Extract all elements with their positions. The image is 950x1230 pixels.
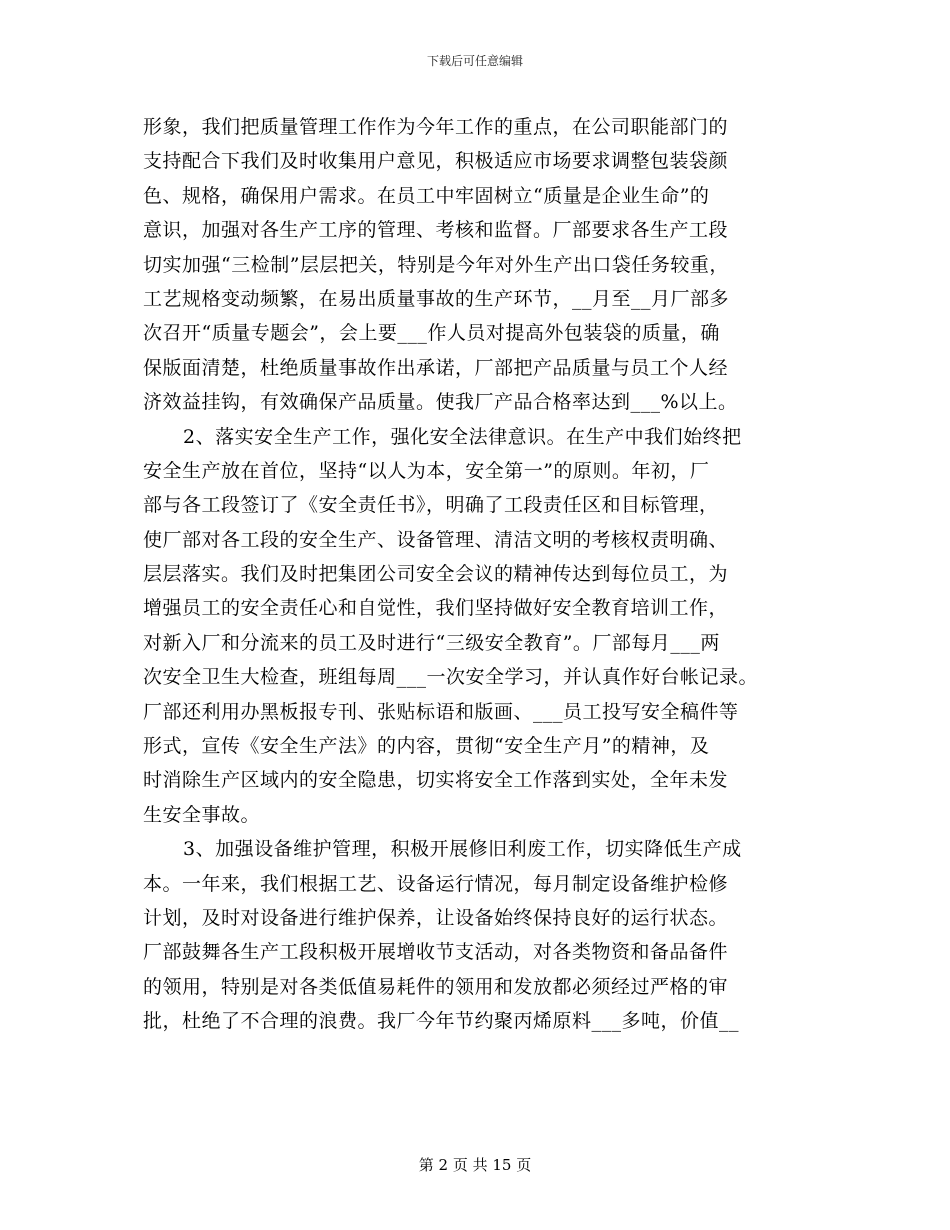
text-line: 对新入厂和分流来的员工及时进行“三级安全教育”。厂部每月___两 (143, 631, 720, 654)
text-line: 形式，宣传《安全生产法》的内容，贯彻“安全生产月”的精神，及 (143, 735, 710, 758)
text-line: 厂部鼓舞各生产工段积极开展增收节支活动，对各类物资和备品备件 (143, 941, 729, 964)
text-line: 批，杜绝了不合理的浪费。我厂今年节约聚丙烯原料___多吨，价值__ (143, 1010, 740, 1033)
text-line: 意识，加强对各生产工序的管理、考核和监督。厂部要求各生产工段 (143, 219, 729, 242)
paragraph-first-line: 3、加强设备维护管理，积极开展修旧利废工作，切实降低生产成 (183, 838, 742, 861)
text-line: 形象，我们把质量管理工作作为今年工作的重点，在公司职能部门的 (143, 116, 729, 138)
text-line: 厂部还利用办黑板报专刊、张贴标语和版画、___员工投写安全稿件等 (143, 700, 739, 723)
text-line: 支持配合下我们及时收集用户意见，积极适应市场要求调整包装袋颜 (143, 150, 729, 173)
text-line: 工艺规格变动频繁，在易出质量事故的生产环节，__月至__月厂部多 (143, 287, 730, 310)
text-line: 的领用，特别是对各类低值易耗件的领用和发放都必须经过严格的审 (143, 975, 729, 998)
text-line: 切实加强“三检制”层层把关，特别是今年对外生产出口袋任务较重， (143, 253, 729, 276)
document-body (143, 110, 808, 1039)
text-line: 生安全事故。 (143, 803, 261, 826)
text-line: 部与各工段签订了《安全责任书》，明确了工段责任区和目标管理， (143, 494, 719, 517)
text-line: 次安全卫生大检查，班组每周___一次安全学习，并认真作好台帐记录。 (143, 666, 759, 689)
text-line: 色、规格，确保用户需求。在员工中牢固树立“质量是企业生命”的 (143, 184, 710, 207)
text-line: 时消除生产区域内的安全隐患，切实将安全工作落到实处，全年未发 (143, 769, 729, 792)
text-line: 增强员工的安全责任心和自觉性，我们坚持做好安全教育培训工作， (143, 597, 729, 620)
text-line: 本。一年来，我们根据工艺、设备运行情况，每月制定设备维护检修 (143, 872, 729, 895)
page-header: 下载后可任意编辑 (426, 54, 523, 68)
text-line: 使厂部对各工段的安全生产、设备管理、清洁文明的考核权责明确、 (143, 528, 729, 551)
text-line: 计划，及时对设备进行维护保养，让设备始终保持良好的运行状态。 (143, 906, 729, 929)
text-line: 保版面清楚，杜绝质量事故作出承诺，厂部把产品质量与员工个人经 (143, 356, 729, 379)
text-line: 济效益挂钩，有效确保产品质量。使我厂产品合格率达到___%以上。 (143, 391, 738, 414)
text-line: 安全生产放在首位，坚持“以人为本，安全第一”的原则。年初，厂 (143, 459, 710, 482)
text-line: 层层落实。我们及时把集团公司安全会议的精神传达到每位员工，为 (143, 563, 729, 586)
paragraph-first-line: 2、落实安全生产工作，强化安全法律意识。在生产中我们始终把 (183, 425, 742, 448)
text-line: 次召开“质量专题会”，会上要___作人员对提高外包装袋的质量，确 (143, 322, 720, 345)
page-number-footer: 第 2 页 共 15 页 (418, 1156, 532, 1174)
